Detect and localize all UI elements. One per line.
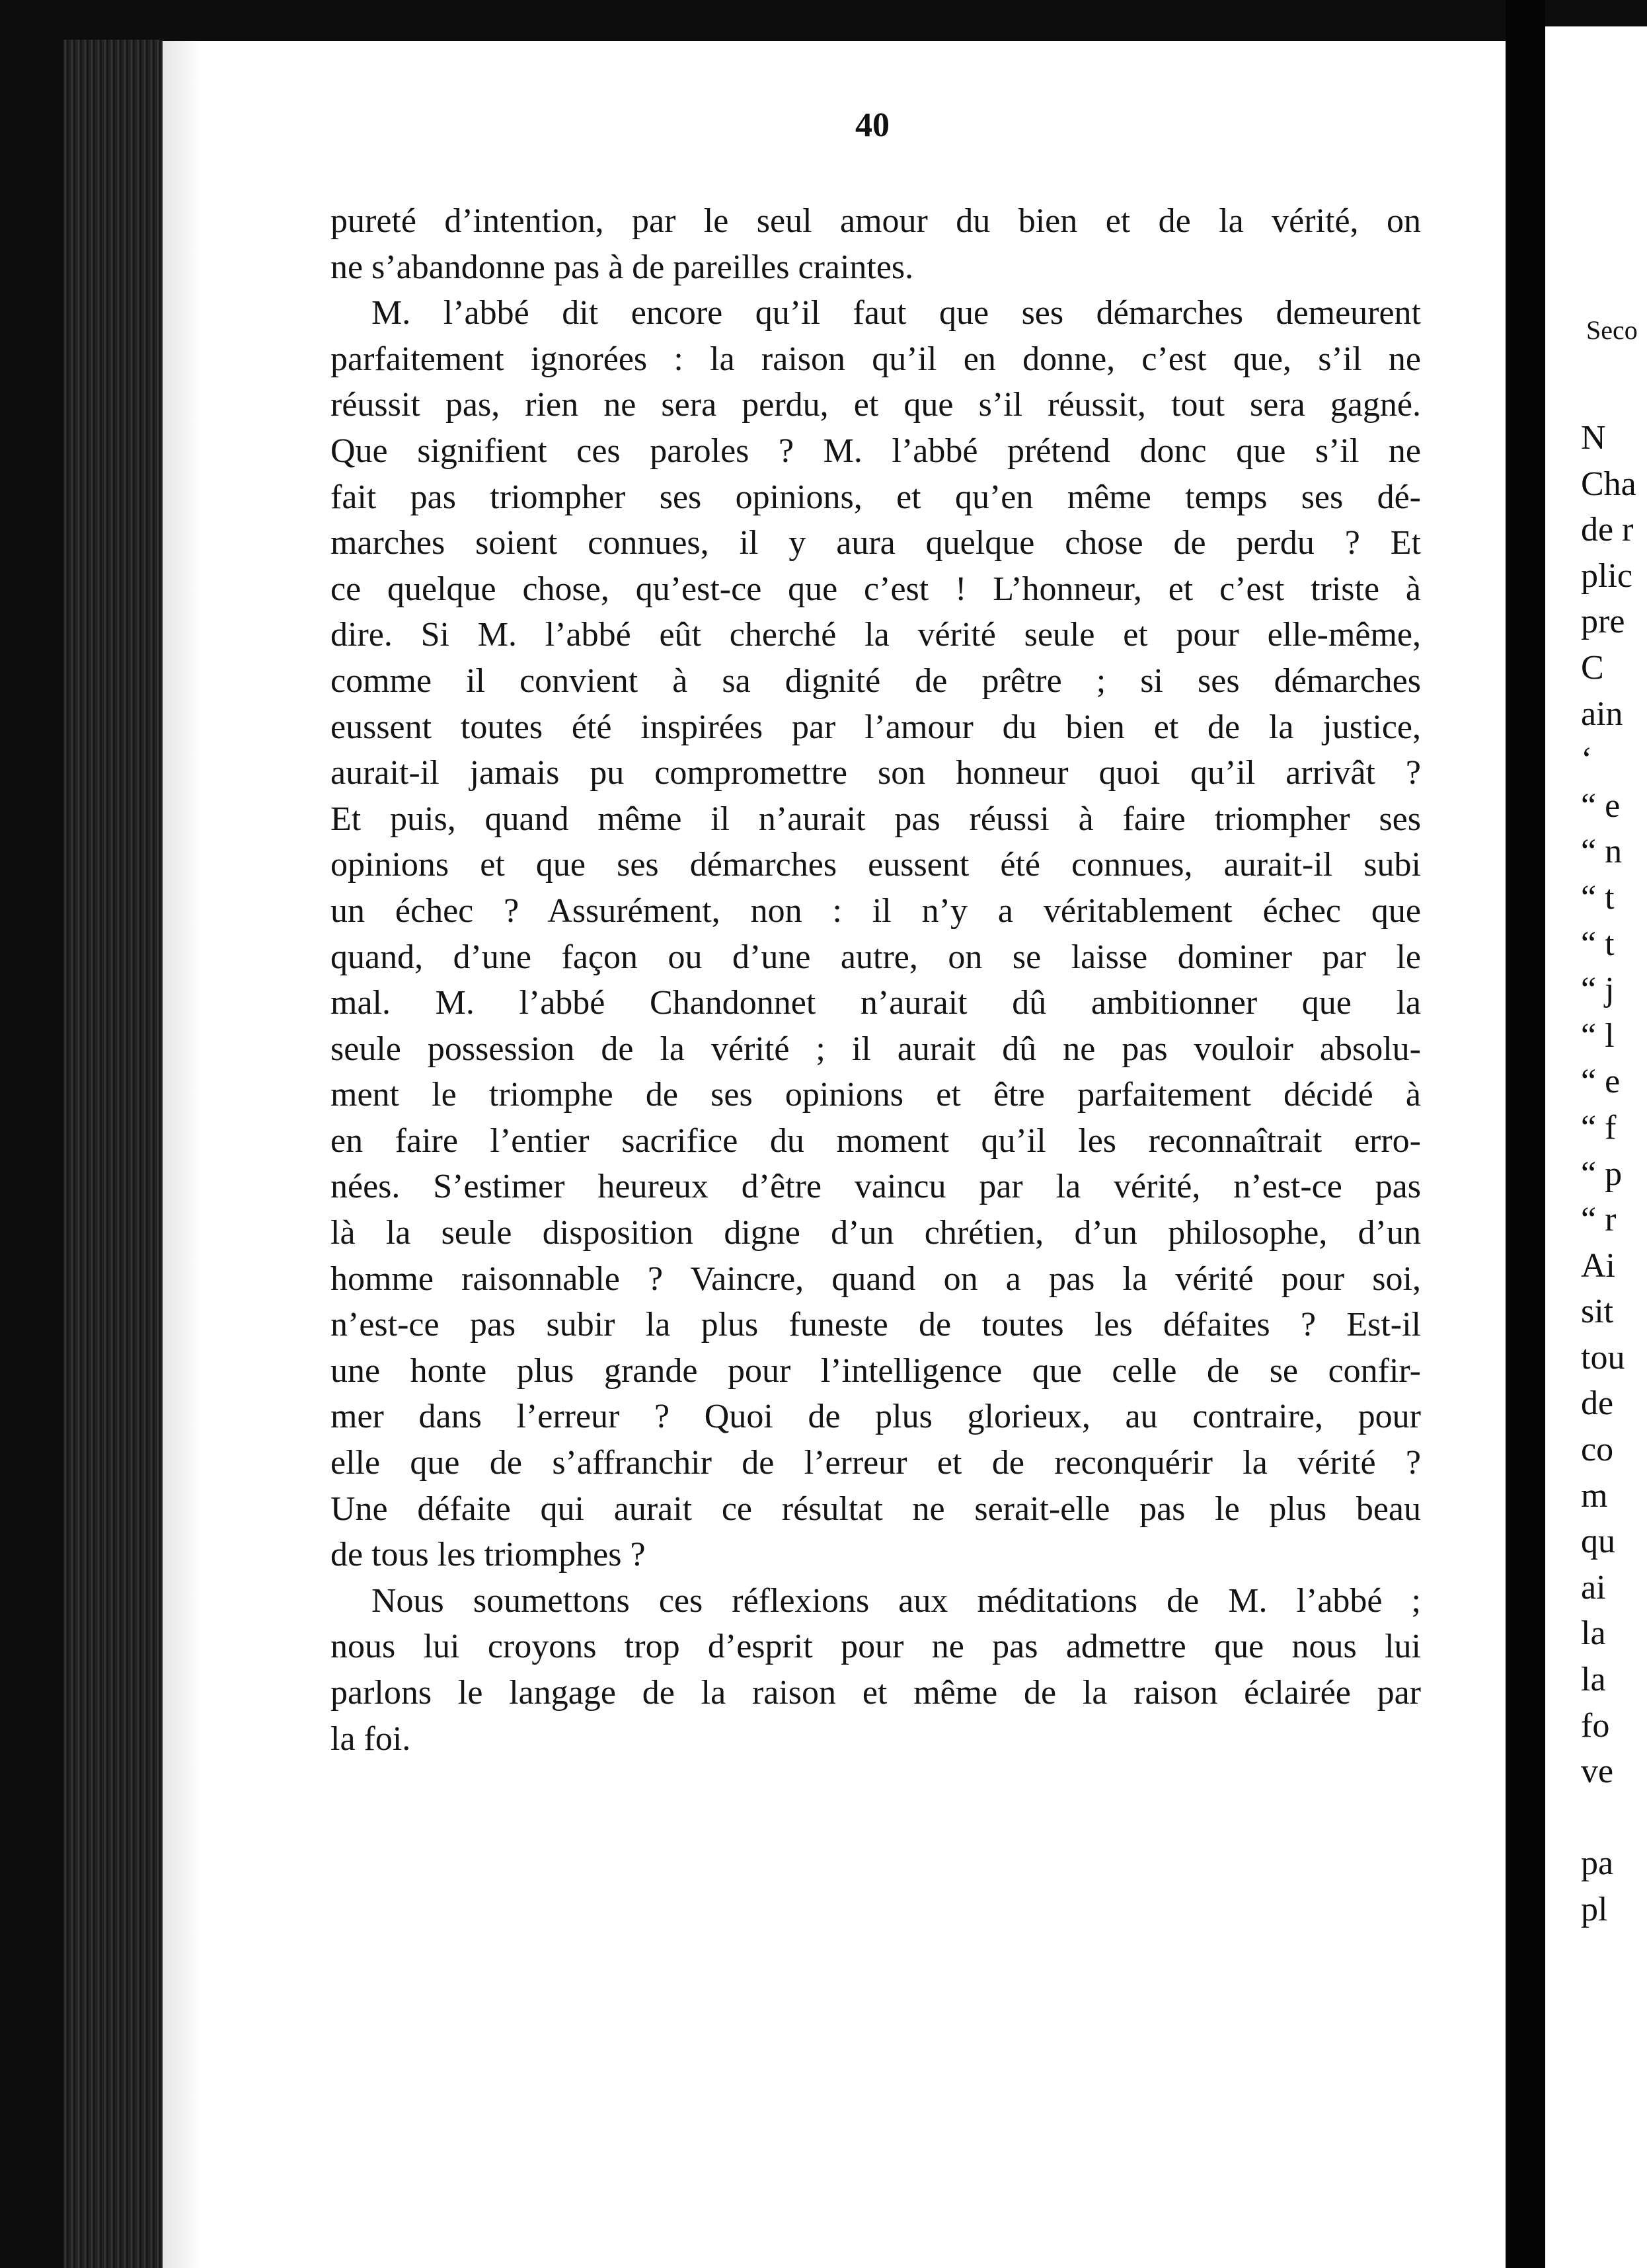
- text-line: réussit pas, rien ne sera perdu, et que s’il réussit, tout sera gagné.: [330, 386, 1421, 424]
- text-line: M. l’abbé dit encore qu’il faut que ses démarches demeurent: [371, 294, 1421, 332]
- next-page-line: “ e: [1581, 786, 1621, 825]
- next-page-line: “ j: [1581, 971, 1615, 1009]
- page-number: 40: [855, 106, 890, 144]
- next-page-line: sit: [1581, 1293, 1614, 1331]
- body-text: [330, 198, 1421, 1762]
- next-page-line: Cha: [1581, 465, 1636, 503]
- text-line: parlons le langage de la raison et même de la raison éclairée par: [330, 1674, 1421, 1712]
- text-line: ce quelque chose, qu’est-ce que c’est ! L’honneur, et c’est triste à: [330, 570, 1421, 608]
- next-page-lines: [1581, 415, 1636, 1933]
- text-line: parfaitement ignorées : la raison qu’il en donne, c’est que, s’il ne: [330, 340, 1421, 378]
- next-page-line: “ p: [1581, 1154, 1623, 1193]
- next-page-line: de: [1581, 1384, 1614, 1423]
- next-page-line: m: [1581, 1476, 1608, 1515]
- next-page-line: la: [1581, 1661, 1606, 1699]
- next-page-line: pl: [1581, 1891, 1608, 1928]
- text-line: opinions et que ses démarches eussent été connues, aurait-il subi: [330, 846, 1421, 884]
- next-page-line: ve: [1581, 1753, 1614, 1791]
- next-page-line: “ f: [1581, 1108, 1617, 1147]
- text-line: nous lui croyons trop d’esprit pour ne pas admettre que nous lui: [330, 1628, 1421, 1666]
- next-page-line: ain: [1581, 695, 1623, 733]
- text-line: ne s’abandonne pas à de pareilles craintes.: [330, 248, 914, 286]
- text-line: ment le triomphe de ses opinions et être parfaitement décidé à: [330, 1076, 1421, 1114]
- text-line: aurait-il jamais pu compromettre son honneur quoi qu’il arrivât ?: [330, 754, 1421, 792]
- text-line: une honte plus grande pour l’intelligence que celle de se confir-: [330, 1351, 1421, 1390]
- book-spine-edge: [63, 40, 163, 2268]
- page-shadow: [163, 41, 202, 2268]
- text-line: pureté d’intention, par le seul amour du bien et de la vérité, on: [330, 202, 1421, 240]
- next-page-line: pa: [1581, 1844, 1614, 1883]
- text-line: quand, d’une façon ou d’une autre, on se laisse dominer par le: [330, 938, 1421, 976]
- next-page-line: plic: [1581, 556, 1632, 595]
- text-line: Et puis, quand même il n’aurait pas réussi à faire triompher ses: [330, 800, 1421, 838]
- next-page-line: ‘: [1581, 741, 1593, 779]
- next-page-line: co: [1581, 1431, 1614, 1469]
- text-line: nées. S’estimer heureux d’être vaincu par la vérité, n’est-ce pas: [330, 1168, 1421, 1206]
- text-line: homme raisonnable ? Vaincre, quand on a pas la vérité pour soi,: [330, 1260, 1421, 1298]
- text-line: là la seule disposition digne d’un chrétien, d’un philosophe, d’un: [330, 1214, 1421, 1252]
- text-line: Une défaite qui aurait ce résultat ne serait-elle pas le plus beau: [330, 1490, 1421, 1528]
- text-line: n’est-ce pas subir la plus funeste de toutes les défaites ? Est-il: [330, 1306, 1421, 1344]
- text-line: marches soient connues, il y aura quelque chose de perdu ? Et: [330, 524, 1421, 562]
- text-line: mal. M. l’abbé Chandonnet n’aurait dû ambitionner que la: [330, 984, 1421, 1022]
- next-page-line: “ t: [1581, 878, 1615, 917]
- text-line: en faire l’entier sacrifice du moment qu’il les reconnaîtrait erro-: [330, 1121, 1421, 1160]
- next-page-line: “ e: [1581, 1063, 1621, 1101]
- next-page-line: “ n: [1581, 833, 1623, 871]
- text-line: eussent toutes été inspirées par l’amour du bien et de la justice,: [330, 708, 1421, 746]
- text-line: de tous les triomphes ?: [330, 1536, 646, 1574]
- text-line: fait pas triompher ses opinions, et qu’en même temps ses dé-: [330, 478, 1421, 516]
- next-page-line: pre: [1581, 603, 1625, 641]
- text-line: la foi.: [330, 1720, 411, 1758]
- next-page-line: ai: [1581, 1568, 1606, 1606]
- next-page-line: de r: [1581, 511, 1634, 549]
- next-page-line: qu: [1581, 1523, 1615, 1561]
- next-page-line: tou: [1581, 1338, 1625, 1377]
- text-line: elle que de s’affranchir de l’erreur et de reconquérir la vérité ?: [330, 1444, 1421, 1482]
- text-line: mer dans l’erreur ? Quoi de plus glorieux, au contraire, pour: [330, 1398, 1421, 1436]
- next-page-line: Ai: [1581, 1246, 1615, 1285]
- next-page-line: “ r: [1581, 1201, 1617, 1239]
- text-line: comme il convient à sa dignité de prêtre ; si ses démarches: [330, 662, 1421, 700]
- text-line: un échec ? Assurément, non : il n’y a véritablement échec que: [330, 891, 1421, 930]
- next-page-header: Seco: [1586, 315, 1638, 345]
- next-page-line: fo: [1581, 1706, 1610, 1745]
- text-line: Que signifient ces paroles ? M. l’abbé prétend donc que s’il ne: [330, 432, 1421, 470]
- next-page-line: la: [1581, 1614, 1606, 1653]
- next-page-line: C: [1581, 648, 1604, 687]
- text-line: Nous soumettons ces réflexions aux méditations de M. l’abbé ;: [371, 1581, 1421, 1620]
- text-line: dire. Si M. l’abbé eût cherché la vérité seule et pour elle-même,: [330, 616, 1421, 654]
- next-page-line: [1581, 1795, 1636, 1841]
- next-page-line: N: [1581, 419, 1606, 457]
- page-gutter: [1506, 0, 1545, 2268]
- text-line: seule possession de la vérité ; il aurait dû ne pas vouloir absolu-: [330, 1030, 1421, 1068]
- next-page-line: “ t: [1581, 925, 1615, 963]
- next-page-line: “ l: [1581, 1016, 1615, 1055]
